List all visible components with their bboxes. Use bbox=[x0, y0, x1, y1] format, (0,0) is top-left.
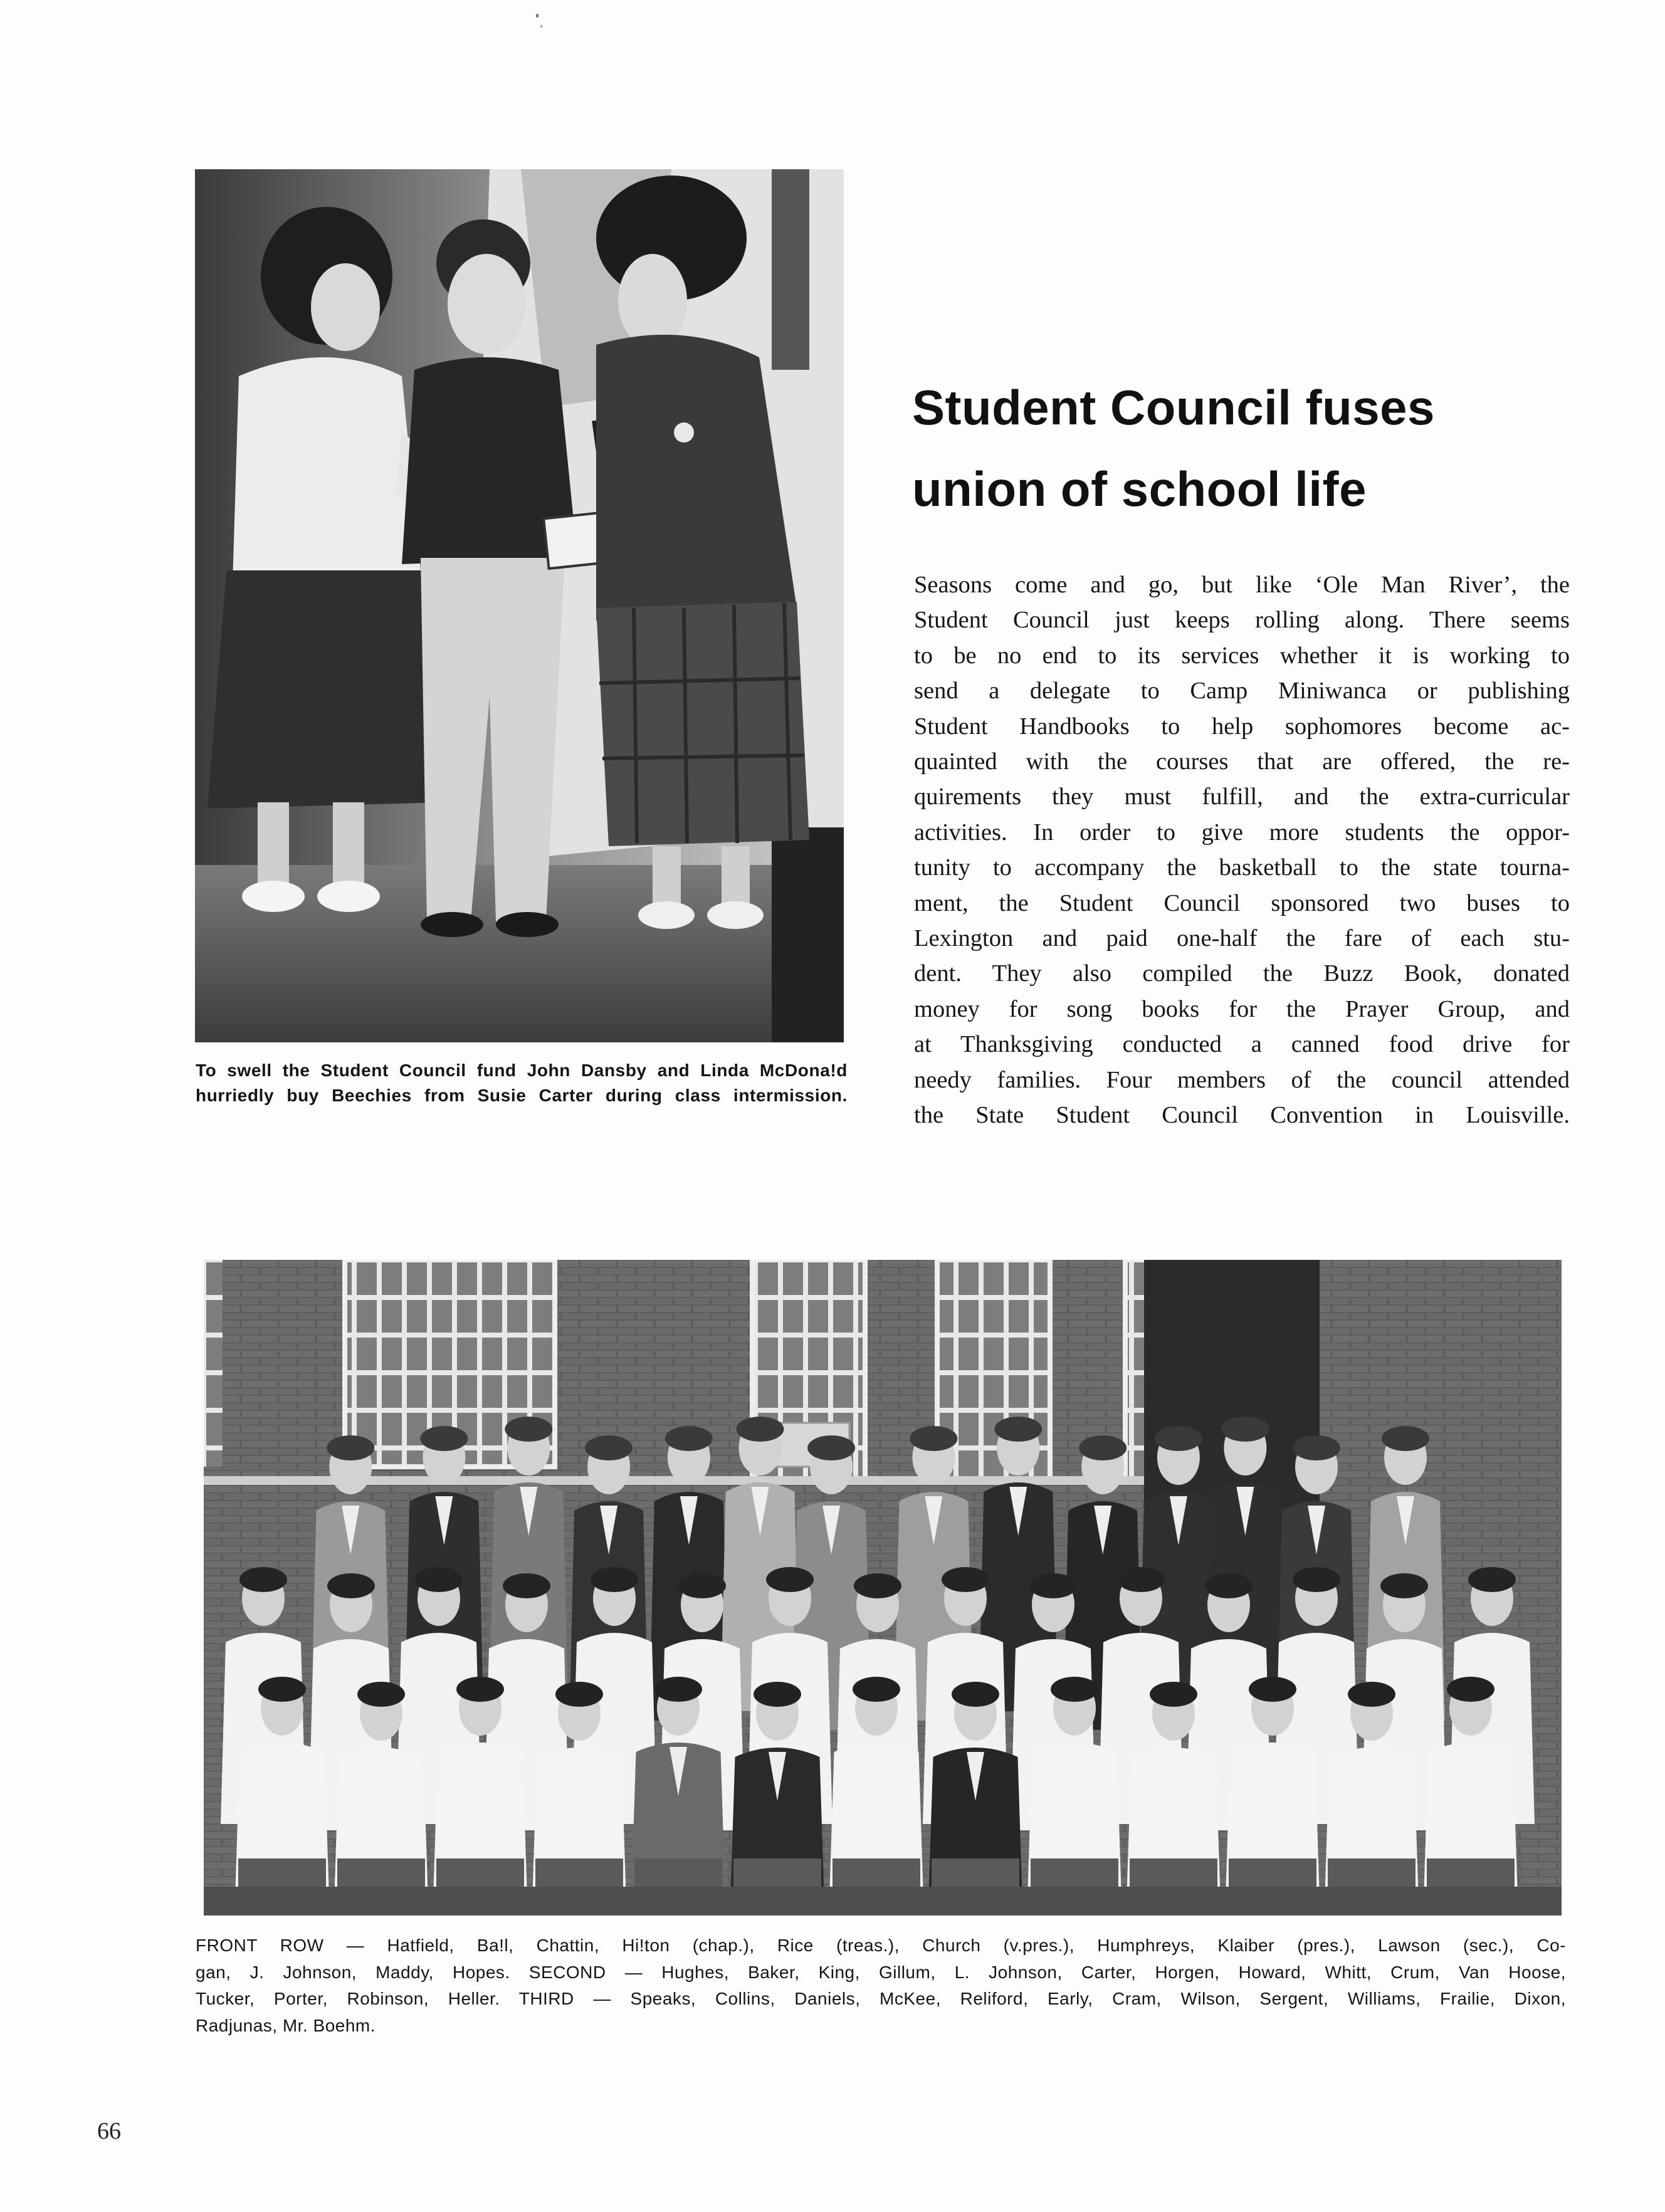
person-skirt bbox=[337, 1858, 425, 1887]
person-hair bbox=[942, 1567, 989, 1592]
caption-line-third-row: Tucker, Porter, Robinson, Heller. THIRD — Speaks, Collins, Daniels, McKee, Reliford, Early, Cram, Wilson, Sergent, Williams, Frailie, Dixon, bbox=[196, 1989, 1566, 2008]
top-photo-caption bbox=[196, 1058, 848, 1108]
person-hair bbox=[952, 1682, 999, 1707]
person-hair bbox=[854, 1573, 901, 1598]
person-hair bbox=[505, 1417, 552, 1442]
body-line: dent. They also compiled the Buzz Book, donated bbox=[914, 960, 1570, 987]
person-hair bbox=[1029, 1573, 1077, 1598]
person-hair bbox=[1117, 1567, 1165, 1592]
person-hair bbox=[327, 1573, 375, 1598]
paper-speck bbox=[536, 14, 538, 18]
person-hair bbox=[1380, 1573, 1428, 1598]
body-line: Lexington and paid one-half the fare of each stu- bbox=[914, 925, 1570, 952]
body-line: money for song books for the Prayer Group, and bbox=[914, 995, 1570, 1022]
caption-line-end: Radjunas, Mr. Boehm. bbox=[196, 2015, 376, 2035]
person-skirt bbox=[733, 1858, 821, 1887]
body-line: needy families. Four members of the council attended bbox=[914, 1066, 1570, 1093]
body-line: tunity to accompany the basketball to the state tourna- bbox=[914, 854, 1570, 881]
body-line: at Thanksgiving conducted a canned food drive for bbox=[914, 1031, 1570, 1058]
girl-right-skirt bbox=[596, 602, 809, 846]
person-hair bbox=[1293, 1567, 1340, 1592]
person-hair bbox=[591, 1567, 638, 1592]
girl-left-sweater bbox=[233, 357, 421, 583]
person-hair bbox=[994, 1417, 1042, 1442]
person-hair bbox=[1051, 1677, 1098, 1702]
person-hair bbox=[420, 1426, 468, 1451]
girl-right-leg bbox=[653, 846, 681, 909]
person-hair bbox=[853, 1677, 900, 1702]
person-skirt bbox=[634, 1858, 722, 1887]
body-line: Student Handbooks to help sophomores become ac- bbox=[914, 713, 1570, 740]
caption-line: hurriedly buy Beechies from Susie Carter during class intermission. bbox=[196, 1086, 848, 1105]
person-skirt bbox=[238, 1858, 326, 1887]
person-hair bbox=[678, 1573, 726, 1598]
person-skirt bbox=[1328, 1858, 1416, 1887]
girl-left-leg bbox=[333, 802, 364, 890]
boy-face bbox=[448, 254, 525, 354]
group-photo bbox=[204, 1260, 1562, 1916]
body-line: send a delegate to Camp Miniwanca or publishing bbox=[914, 678, 1570, 705]
article-headline bbox=[912, 367, 1570, 530]
top-photo-image bbox=[195, 169, 844, 1042]
person-skirt bbox=[535, 1858, 623, 1887]
person-hair bbox=[665, 1426, 713, 1451]
girl-left-face bbox=[311, 263, 380, 351]
headline-line: union of school life bbox=[912, 461, 1367, 516]
person-hair bbox=[258, 1677, 306, 1702]
person-hair bbox=[910, 1426, 957, 1451]
girl-left-skirt bbox=[207, 570, 446, 809]
boy-shoe bbox=[421, 912, 483, 937]
boy-shoe bbox=[496, 912, 559, 937]
person-hair bbox=[585, 1435, 633, 1460]
body-line: Student Council just keeps rolling along. There seems bbox=[914, 607, 1570, 634]
person-hair bbox=[1293, 1435, 1340, 1460]
person-hair bbox=[555, 1682, 603, 1707]
window bbox=[204, 1260, 223, 1467]
wall-edge bbox=[772, 169, 809, 370]
body-line: ment, the Student Council sponsored two buses to bbox=[914, 889, 1570, 916]
person-hair bbox=[456, 1677, 504, 1702]
paper-speck bbox=[540, 25, 542, 28]
dark-corner bbox=[772, 827, 844, 1042]
person-hair bbox=[1249, 1677, 1296, 1702]
person-hair bbox=[654, 1677, 702, 1702]
person-hair bbox=[327, 1435, 374, 1460]
person-hair bbox=[1447, 1677, 1494, 1702]
girl-right-face bbox=[618, 254, 687, 348]
group-photo-image bbox=[204, 1260, 1562, 1916]
person-hair bbox=[415, 1567, 463, 1592]
person-hair bbox=[754, 1682, 801, 1707]
person-skirt bbox=[1130, 1858, 1217, 1887]
person-skirt bbox=[932, 1858, 1019, 1887]
person-hair bbox=[1348, 1682, 1395, 1707]
person-skirt bbox=[1427, 1858, 1515, 1887]
girl-left-leg bbox=[258, 802, 289, 890]
person-hair bbox=[807, 1435, 855, 1460]
body-line: Seasons come and go, but like ‘Ole Man River’, the bbox=[914, 572, 1570, 598]
person-hair bbox=[357, 1682, 405, 1707]
person-hair bbox=[1382, 1426, 1429, 1451]
person-hair bbox=[1205, 1573, 1253, 1598]
person-hair bbox=[1155, 1426, 1202, 1451]
person-hair bbox=[239, 1567, 287, 1592]
girl-right-shoe bbox=[707, 901, 764, 929]
person-hair bbox=[737, 1417, 784, 1442]
person-hair bbox=[1079, 1435, 1127, 1460]
person-skirt bbox=[832, 1858, 920, 1887]
girl-left-shoe bbox=[242, 881, 305, 912]
girl-left-shoe bbox=[317, 881, 380, 912]
person-hair bbox=[1221, 1417, 1269, 1442]
person-skirt bbox=[1031, 1858, 1118, 1887]
person-hair bbox=[1150, 1682, 1197, 1707]
body-line: the State Student Council Convention in Louisville. bbox=[914, 1102, 1570, 1129]
girl-right-leg bbox=[722, 846, 750, 909]
group-photo-caption bbox=[196, 1932, 1566, 2039]
headline-line: Student Council fuses bbox=[912, 380, 1435, 435]
article-body bbox=[914, 567, 1570, 1133]
person-hair bbox=[503, 1573, 550, 1598]
blazer-emblem bbox=[674, 422, 694, 443]
page-number: 66 bbox=[97, 2118, 121, 2144]
girl-right-shoe bbox=[638, 901, 695, 929]
person-hair bbox=[1468, 1567, 1516, 1592]
body-line: activities. In order to give more students the oppor- bbox=[914, 819, 1570, 846]
person-skirt bbox=[1229, 1858, 1316, 1887]
body-line: to be no end to its services whether it is working to bbox=[914, 642, 1570, 669]
person-hair bbox=[766, 1567, 814, 1592]
grass bbox=[204, 1887, 1562, 1916]
caption-line-second-row: gan, J. Johnson, Maddy, Hopes. SECOND — Hughes, Baker, King, Gillum, L. Johnson, Carter, Horgen, Howard, Whitt, Crum, Van Hoose, bbox=[196, 1962, 1566, 1982]
person-skirt bbox=[436, 1858, 524, 1887]
body-line: quirements they must fulfill, and the extra-curricular bbox=[914, 784, 1570, 810]
body-line: quainted with the courses that are offered, the re- bbox=[914, 748, 1570, 775]
caption-line: To swell the Student Council fund John Dansby and Linda McDona!d bbox=[196, 1061, 848, 1080]
top-photo bbox=[195, 169, 844, 1042]
caption-line-front-row: FRONT ROW — Hatfield, Ba!l, Chattin, Hi!ton (chap.), Rice (treas.), Church (v.pres.), Humphreys, Klaiber (pres.), Lawson (sec.), Co- bbox=[196, 1936, 1566, 1955]
